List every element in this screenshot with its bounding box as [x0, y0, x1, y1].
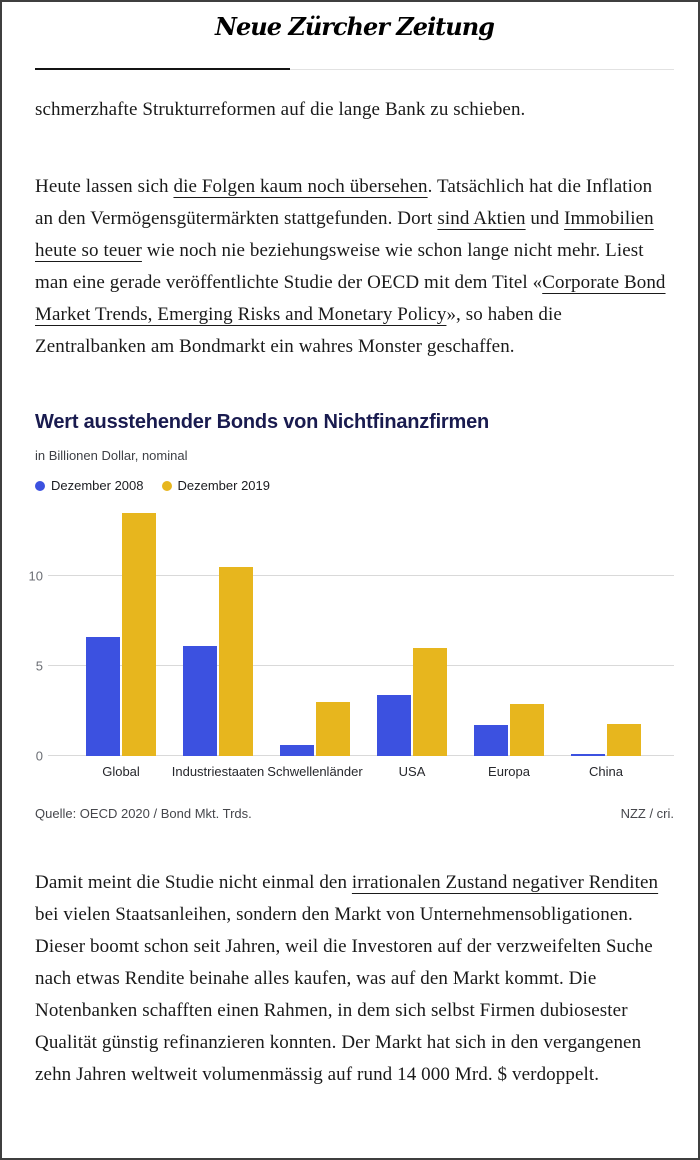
text-run: schmerzhafte Strukturreformen auf die lange Bank zu schieben. [35, 99, 526, 120]
text-run: wie noch nie beziehungsweise wie schon lange nicht mehr. Liest man eine gerade veröffentlichte Studie der OECD mit dem Titel « [35, 240, 644, 293]
bar [377, 695, 411, 756]
inline-link[interactable]: die Folgen kaum noch übersehen [173, 176, 428, 197]
article-paragraph [35, 94, 674, 126]
bar-group [86, 504, 156, 779]
bar-group [474, 504, 544, 779]
text-run: », so haben die Zentralbanken am Bondmarkt ein wahres Monster geschaffen. [35, 304, 562, 357]
legend-label: Dezember 2008 [51, 478, 144, 493]
text-run: . Tatsächlich hat die Inflation an den Vermögensgütermärkten stattgefunden. Dort [35, 176, 653, 229]
chart-source-row [35, 806, 674, 821]
bar [413, 648, 447, 756]
bar [86, 637, 120, 756]
bar [571, 754, 605, 756]
y-tick-label: 10 [28, 568, 43, 584]
y-tick-label: 5 [35, 658, 43, 674]
bar [607, 724, 641, 756]
page-header [35, 12, 674, 44]
bar-chart-plot-area [28, 504, 674, 782]
nzz-masthead-logo[interactable]: Neue Zürcher Zeitung [215, 12, 494, 41]
article-paragraph [35, 171, 674, 363]
bar-group [267, 504, 363, 779]
x-axis-label: Schwellenländer [267, 764, 363, 779]
text-run: Heute lassen sich [35, 176, 174, 197]
divider-accent [35, 68, 290, 70]
text-run: Damit meint die Studie nicht einmal den [35, 872, 352, 893]
bar [280, 745, 314, 756]
x-axis-label: Global [102, 764, 140, 779]
chart-legend [35, 478, 674, 493]
inline-link[interactable]: sind Aktien [437, 208, 526, 229]
bond-chart [28, 409, 674, 821]
bar [183, 646, 217, 756]
bar-group [571, 504, 641, 779]
text-run: bei vielen Staatsanleihen, sondern den Markt von Unternehmensobligationen. Dieser boomt schon seit Jahren, weil die Investoren auf der verzweifelten Suche nach etwas Rendite beinahe alles kaufen, was auf den Markt kommt. Die Notenbanken schafften einen Rahmen, in dem sich selbst Firmen dubiosester Qualität günstig refinanzieren konnten. Der Markt hat sich in den vergangenen zehn Jahren weltweit volumenmässig auf rund 14 000 Mrd. $ verdoppelt. [35, 904, 653, 1085]
bar [510, 704, 544, 756]
x-axis-label: Industriestaaten [171, 764, 265, 779]
legend-dot-yellow-icon [162, 481, 172, 491]
article-paragraph [35, 867, 674, 1091]
y-tick-label: 0 [35, 748, 43, 764]
article-body [28, 94, 674, 1091]
chart-credit: NZZ / cri. [620, 806, 674, 821]
chart-subtitle: in Billionen Dollar, nominal [35, 448, 188, 463]
bar [122, 513, 156, 756]
text-run: und [525, 208, 565, 229]
bar [316, 702, 350, 756]
bar-group [171, 504, 265, 779]
bar [219, 567, 253, 756]
inline-link[interactable]: Immobilien heute so teuer [35, 208, 654, 261]
bar-chart-plot [28, 504, 674, 779]
x-axis-label: USA [398, 764, 426, 779]
bar [474, 725, 508, 756]
chart-source: Quelle: OECD 2020 / Bond Mkt. Trds. [35, 806, 252, 821]
section-divider [35, 69, 674, 70]
legend-item-2019 [162, 478, 271, 493]
x-axis-label: China [589, 764, 623, 779]
inline-link[interactable]: Corporate Bond Market Trends, Emerging Risks and Monetary Policy [35, 272, 666, 325]
legend-dot-blue-icon [35, 481, 45, 491]
legend-label: Dezember 2019 [177, 478, 270, 493]
x-axis-label: Europa [488, 764, 530, 779]
legend-item-2008 [35, 478, 144, 493]
bar-group [377, 504, 447, 779]
inline-link[interactable]: irrationalen Zustand negativer Renditen [351, 872, 659, 893]
chart-title: Wert ausstehender Bonds von Nichtfinanzfirmen [35, 411, 490, 433]
